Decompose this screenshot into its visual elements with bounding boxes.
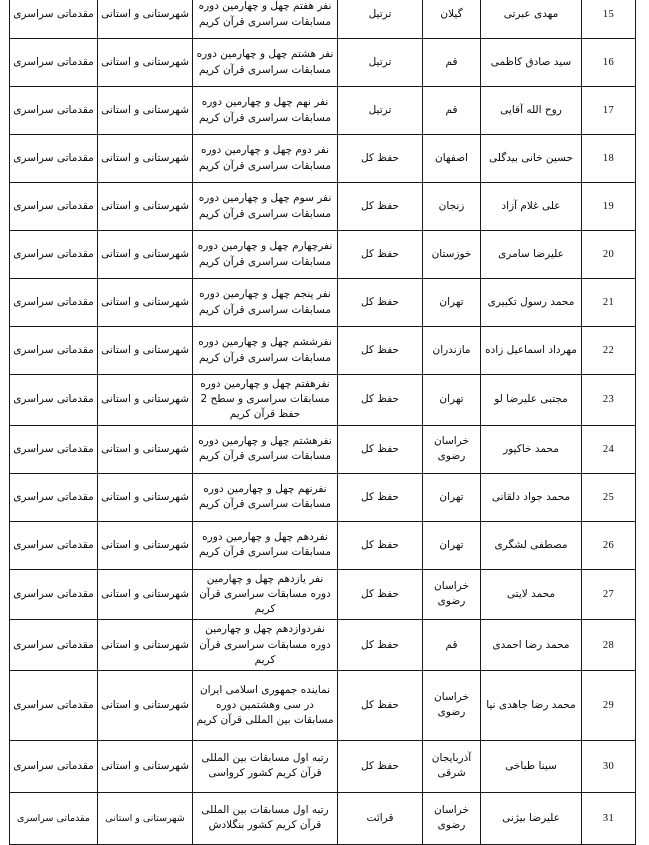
cell-competition-field: ترتیل	[338, 39, 423, 87]
cell-row-index: 30	[582, 740, 636, 792]
table-row	[10, 279, 636, 327]
cell-competition-field: حفظ کل	[338, 231, 423, 279]
cell-competition-field: حفظ کل	[338, 327, 423, 375]
roster-table	[9, 0, 636, 845]
cell-level: شهرستانی و استانی	[98, 521, 193, 569]
cell-stage: مقدماتی سراسری	[10, 279, 98, 327]
cell-participant-name: محمد لایتی	[481, 569, 582, 620]
cell-participant-name: محمد رسول تکبیری	[481, 279, 582, 327]
table-row	[10, 87, 636, 135]
cell-province: تهران	[423, 279, 481, 327]
cell-competition-field: حفظ کل	[338, 670, 423, 740]
cell-participant-name: محمد خاکپور	[481, 425, 582, 473]
cell-row-index: 20	[582, 231, 636, 279]
cell-row-index: 19	[582, 183, 636, 231]
cell-achievement-description: رتبه اول مسابقات بین المللی قرآن کریم کشور بنگلادش	[193, 792, 338, 844]
cell-row-index: 31	[582, 792, 636, 844]
table-row	[10, 231, 636, 279]
cell-row-index: 26	[582, 521, 636, 569]
cell-province: قم	[423, 620, 481, 671]
cell-competition-field: حفظ کل	[338, 135, 423, 183]
cell-province: خراسان رضوی	[423, 792, 481, 844]
cell-participant-name: سید صادق کاظمی	[481, 39, 582, 87]
cell-participant-name: روح الله آقایی	[481, 87, 582, 135]
cell-province: خراسان رضوی	[423, 670, 481, 740]
roster-table-body	[10, 0, 636, 844]
cell-participant-name: محمد جواد دلقانی	[481, 473, 582, 521]
cell-achievement-description: رتبه اول مسابقات بین المللی قرآن کریم کشور کرواسی	[193, 740, 338, 792]
cell-stage: مقدماتی سراسری	[10, 740, 98, 792]
cell-stage: مقدماتی سراسری	[10, 792, 98, 844]
cell-level: شهرستانی و استانی	[98, 231, 193, 279]
cell-competition-field: ترتیل	[338, 0, 423, 39]
table-row	[10, 670, 636, 740]
cell-stage: مقدماتی سراسری	[10, 473, 98, 521]
cell-achievement-description: نفر یازدهم چهل و چهارمین دوره مسابقات سراسری قرآن کریم	[193, 569, 338, 620]
cell-province: تهران	[423, 375, 481, 426]
cell-achievement-description: نفرهفتم چهل و چهارمین دوره مسابقات سراسری و سطح 2 حفظ قرآن کریم	[193, 375, 338, 426]
cell-stage: مقدماتی سراسری	[10, 620, 98, 671]
cell-participant-name: علی غلام آزاد	[481, 183, 582, 231]
cell-stage: مقدماتی سراسری	[10, 327, 98, 375]
cell-stage: مقدماتی سراسری	[10, 87, 98, 135]
cell-row-index: 28	[582, 620, 636, 671]
cell-row-index: 27	[582, 569, 636, 620]
cell-competition-field: حفظ کل	[338, 279, 423, 327]
table-row	[10, 740, 636, 792]
cell-participant-name: مجتبی علیرضا لو	[481, 375, 582, 426]
cell-stage: مقدماتی سراسری	[10, 569, 98, 620]
cell-participant-name: حسین خانی بیدگلی	[481, 135, 582, 183]
cell-province: خراسان رضوی	[423, 425, 481, 473]
cell-stage: مقدماتی سراسری	[10, 39, 98, 87]
cell-province: مازندران	[423, 327, 481, 375]
cell-level: شهرستانی و استانی	[98, 740, 193, 792]
cell-achievement-description: نفر نهم چهل و چهارمین دوره مسابقات سراسری قرآن کریم	[193, 87, 338, 135]
cell-achievement-description: نفرچهارم چهل و چهارمین دوره مسابقات سراسری قرآن کریم	[193, 231, 338, 279]
cell-province: خراسان رضوی	[423, 569, 481, 620]
table-row	[10, 521, 636, 569]
cell-level: شهرستانی و استانی	[98, 375, 193, 426]
cell-row-index: 22	[582, 327, 636, 375]
cell-stage: مقدماتی سراسری	[10, 183, 98, 231]
cell-stage: مقدماتی سراسری	[10, 521, 98, 569]
cell-participant-name: مهرداد اسماعیل زاده	[481, 327, 582, 375]
table-row	[10, 425, 636, 473]
cell-row-index: 17	[582, 87, 636, 135]
cell-achievement-description: نماینده جمهوری اسلامی ایران در سی وهشتمین دوره مسابقات بین المللی قرآن کریم	[193, 670, 338, 740]
cell-achievement-description: نفر هفتم چهل و چهارمین دوره مسابقات سراسری قرآن کریم	[193, 0, 338, 39]
cell-province: گیلان	[423, 0, 481, 39]
cell-competition-field: حفظ کل	[338, 569, 423, 620]
cell-achievement-description: نفر سوم چهل و چهارمین دوره مسابقات سراسری قرآن کریم	[193, 183, 338, 231]
table-row	[10, 327, 636, 375]
cell-participant-name: علیرضا بیژنی	[481, 792, 582, 844]
table-row	[10, 620, 636, 671]
table-row	[10, 792, 636, 844]
cell-competition-field: حفظ کل	[338, 183, 423, 231]
cell-level: شهرستانی و استانی	[98, 792, 193, 844]
cell-participant-name: مصطفی لشگری	[481, 521, 582, 569]
cell-achievement-description: نفر دوم چهل و چهارمین دوره مسابقات سراسری قرآن کریم	[193, 135, 338, 183]
table-row	[10, 473, 636, 521]
cell-stage: مقدماتی سراسری	[10, 670, 98, 740]
cell-participant-name: مهدی عبرتی	[481, 0, 582, 39]
cell-participant-name: علیرضا سامری	[481, 231, 582, 279]
cell-level: شهرستانی و استانی	[98, 135, 193, 183]
cell-province: زنجان	[423, 183, 481, 231]
cell-row-index: 16	[582, 39, 636, 87]
cell-competition-field: قرائت	[338, 792, 423, 844]
cell-stage: مقدماتی سراسری	[10, 425, 98, 473]
cell-level: شهرستانی و استانی	[98, 279, 193, 327]
cell-participant-name: سینا طباخی	[481, 740, 582, 792]
cell-row-index: 24	[582, 425, 636, 473]
cell-competition-field: حفظ کل	[338, 521, 423, 569]
cell-participant-name: محمد رضا احمدی	[481, 620, 582, 671]
table-row	[10, 183, 636, 231]
cell-achievement-description: نفردهم چهل و چهارمین دوره مسابقات سراسری قرآن کریم	[193, 521, 338, 569]
cell-province: قم	[423, 39, 481, 87]
cell-level: شهرستانی و استانی	[98, 87, 193, 135]
cell-achievement-description: نفر پنجم چهل و چهارمین دوره مسابقات سراسری قرآن کریم	[193, 279, 338, 327]
cell-participant-name: محمد رضا جاهدی نیا	[481, 670, 582, 740]
cell-achievement-description: نفردوازدهم چهل و چهارمین دوره مسابقات سراسری قرآن کریم	[193, 620, 338, 671]
cell-level: شهرستانی و استانی	[98, 569, 193, 620]
cell-level: شهرستانی و استانی	[98, 473, 193, 521]
cell-competition-field: حفظ کل	[338, 425, 423, 473]
cell-competition-field: حفظ کل	[338, 740, 423, 792]
table-row	[10, 39, 636, 87]
table-row	[10, 375, 636, 426]
cell-competition-field: حفظ کل	[338, 620, 423, 671]
cell-competition-field: حفظ کل	[338, 375, 423, 426]
cell-stage: مقدماتی سراسری	[10, 135, 98, 183]
cell-level: شهرستانی و استانی	[98, 425, 193, 473]
cell-stage: مقدماتی سراسری	[10, 231, 98, 279]
cell-competition-field: حفظ کل	[338, 473, 423, 521]
cell-stage: مقدماتی سراسری	[10, 375, 98, 426]
cell-level: شهرستانی و استانی	[98, 620, 193, 671]
cell-achievement-description: نفرهشتم چهل و چهارمین دوره مسابقات سراسری قرآن کریم	[193, 425, 338, 473]
cell-level: شهرستانی و استانی	[98, 670, 193, 740]
cell-stage: مقدماتی سراسری	[10, 0, 98, 39]
cell-row-index: 15	[582, 0, 636, 39]
cell-achievement-description: نفرششم چهل و چهارمین دوره مسابقات سراسری قرآن کریم	[193, 327, 338, 375]
cell-row-index: 25	[582, 473, 636, 521]
cell-row-index: 23	[582, 375, 636, 426]
cell-province: اصفهان	[423, 135, 481, 183]
cell-province: تهران	[423, 521, 481, 569]
cell-achievement-description: نفر هشتم چهل و چهارمین دوره مسابقات سراسری قرآن کریم	[193, 39, 338, 87]
cell-row-index: 21	[582, 279, 636, 327]
cell-province: قم	[423, 87, 481, 135]
table-row	[10, 569, 636, 620]
table-row	[10, 0, 636, 39]
cell-row-index: 29	[582, 670, 636, 740]
cell-row-index: 18	[582, 135, 636, 183]
cell-competition-field: ترتیل	[338, 87, 423, 135]
cell-level: شهرستانی و استانی	[98, 0, 193, 39]
cell-level: شهرستانی و استانی	[98, 39, 193, 87]
cell-achievement-description: نفرنهم چهل و چهارمین دوره مسابقات سراسری قرآن کریم	[193, 473, 338, 521]
cell-level: شهرستانی و استانی	[98, 327, 193, 375]
cell-province: خوزستان	[423, 231, 481, 279]
cell-level: شهرستانی و استانی	[98, 183, 193, 231]
table-row	[10, 135, 636, 183]
cell-province: تهران	[423, 473, 481, 521]
cell-province: آذربایجان شرقی	[423, 740, 481, 792]
